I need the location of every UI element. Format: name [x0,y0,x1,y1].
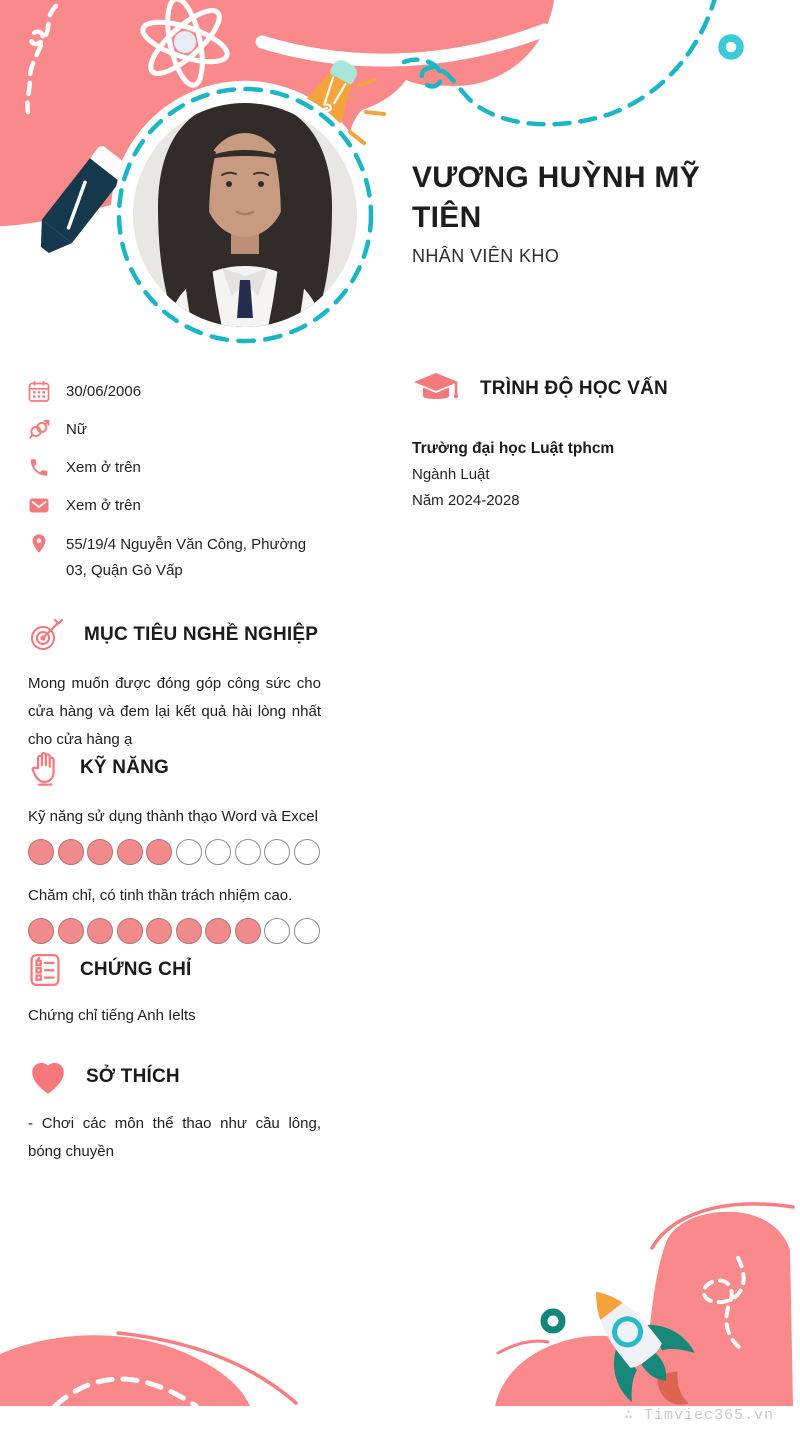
info-row-address [28,532,338,584]
certificates-text: Chứng chỉ tiếng Anh Ielts [28,1007,196,1024]
personal-info-list [28,380,338,599]
address-value: 55/19/4 Nguyễn Văn Công, Phường 03, Quận Gò Vấp [66,536,307,579]
checklist-icon [28,952,62,988]
section-skills [28,750,328,944]
target-icon [28,616,66,654]
education-header [412,372,782,406]
email-value: Xem ở trên [66,497,141,514]
objective-title: MỤC TIÊU NGHỀ NGHIỆP [84,624,319,645]
skill-dot [235,839,261,865]
skill-dot [117,839,143,865]
bottom-decoration [0,1170,800,1431]
skill-dot [28,918,54,944]
skill-dot [146,918,172,944]
hand-icon [28,750,62,786]
hobbies-text: - Chơi các môn thể thao như cầu lông, bóng chuyền [28,1115,321,1160]
skill-dot [28,839,54,865]
education-title: TRÌNH ĐỘ HỌC VẤN [480,378,668,399]
hobbies-title: SỞ THÍCH [86,1066,180,1087]
job-title: NHÂN VIÊN KHO [412,246,560,266]
skill-dot [264,918,290,944]
certificates-title: CHỨNG CHỈ [80,959,192,980]
skill-label: Chăm chỉ, có tinh thần trách nhiệm cao. [28,887,293,904]
skill-dot [294,918,320,944]
skill-dot [87,918,113,944]
education-major: Ngành Luật [412,466,490,483]
section-hobbies [28,1058,321,1166]
page-title-name: VƯƠNG HUỲNH MỸ TIÊN [412,161,701,234]
skill-dot [146,839,172,865]
skill-dot [205,839,231,865]
info-row-gender [28,418,338,441]
coral-blob-bottom-right [495,1204,793,1406]
calendar-icon [28,380,50,403]
teal-donut-bottom-icon [544,1312,562,1330]
skill-dot [58,839,84,865]
info-row-phone [28,456,338,479]
skill-dot [235,918,261,944]
skill-label: Kỹ năng sử dụng thành thạo Word và Excel [28,808,318,825]
graduation-cap-icon [412,372,462,406]
objective-text: Mong muốn được đóng góp công sức cho cửa hàng và đem lại kết quả hài lòng nhất cho cửa hàng ạ [28,675,321,748]
info-row-birthday [28,380,338,403]
phone-icon [28,456,50,479]
education-years: Năm 2024-2028 [412,492,520,509]
section-objective [28,616,321,754]
skill-dot [176,839,202,865]
section-education [412,372,782,514]
skills-header [28,750,328,786]
skill-dot [58,918,84,944]
email-icon [28,494,50,517]
skill-dot [205,918,231,944]
certificates-header [28,952,328,988]
hobbies-header [28,1058,321,1096]
education-school: Trường đại học Luật tphcm [412,440,615,457]
heart-icon [28,1058,68,1096]
skill-dot [176,918,202,944]
skill-dot [87,839,113,865]
location-icon [28,532,50,555]
phone-value: Xem ở trên [66,459,141,476]
skill-dots [28,839,328,865]
gender-icon [28,418,50,441]
gender-value: Nữ [66,421,87,438]
objective-header [28,616,321,654]
section-certificates [28,952,328,1030]
coral-blob-bottom-left [0,1333,296,1406]
skill-dot [117,918,143,944]
skill-dots [28,918,328,944]
info-row-email [28,494,338,517]
brand-watermark: ∴ Timviec365.vn [623,1407,774,1424]
skill-dot [264,839,290,865]
skill-dot [294,839,320,865]
skills-title: KỸ NĂNG [80,757,170,778]
birthday-value: 30/06/2006 [66,383,142,400]
teal-donut-icon [722,38,740,56]
